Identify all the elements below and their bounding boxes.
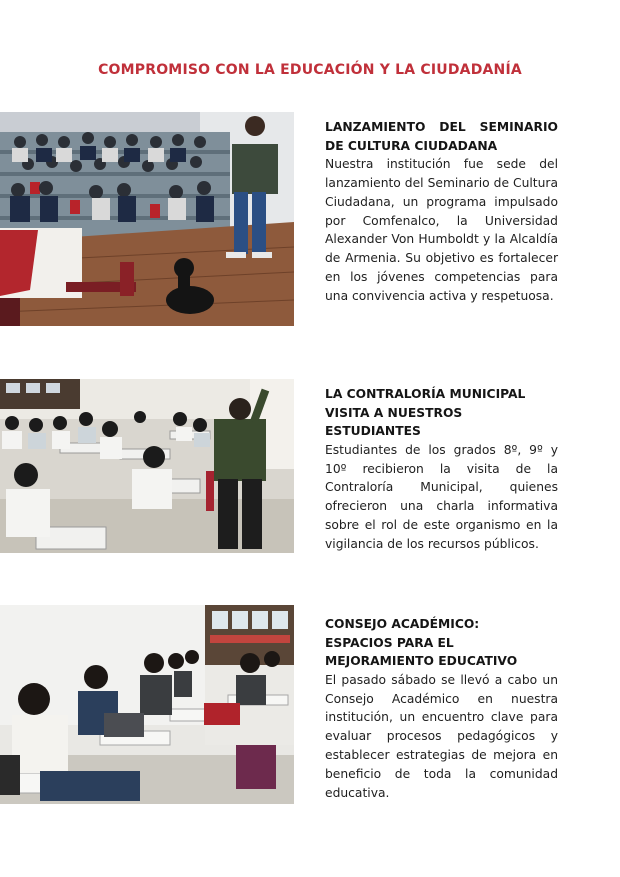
- headline-line: DE CULTURA CIUDADANA: [325, 138, 498, 153]
- article-headline: [325, 615, 558, 671]
- headline-line: ESTUDIANTES: [325, 424, 421, 439]
- headline-line: MEJORAMIENTO EDUCATIVO: [325, 654, 518, 669]
- headline-line: CONSEJO ACADÉMICO:: [325, 617, 480, 631]
- article-headline: [325, 385, 558, 441]
- auditorium-seminar-photo: [0, 112, 294, 326]
- headline-line: VISITA A NUESTROS: [325, 405, 463, 420]
- article-headline: [325, 118, 558, 155]
- classroom-talk-photo: [0, 379, 294, 553]
- article-body: El pasado sábado se llevó a cabo un Consejo Académico en nuestra institución, un encuentro clave para evaluar procesos pedagógicos y establecer estrategias de mejora en beneficio de toda la comunidad educativa.: [325, 672, 558, 800]
- headline-line: LA CONTRALORÍA MUNICIPAL: [325, 387, 526, 401]
- page-title: COMPROMISO CON LA EDUCACIÓN Y LA CIUDADANÍA: [98, 62, 522, 78]
- teachers-meeting-photo: [0, 605, 294, 804]
- headline-line: LANZAMIENTO DEL SEMINARIO: [325, 120, 558, 134]
- article-text: [325, 615, 558, 802]
- article-body: Nuestra institución fue sede del lanzamiento del Seminario de Cultura Ciudadana, un programa impulsado por Comfenalco, la Universidad Alexander Von Humboldt y la Alcaldía de Armenia. Su objetivo es fortalecer en los jóvenes competencias para una convivencia activa y respetuosa.: [325, 157, 558, 303]
- article-text: [325, 385, 558, 554]
- article-body: Estudiantes de los grados 8º, 9º y 10º recibieron la visita de la Contraloría Municipal, quienes ofrecieron una charla informativa sobre el rol de este organismo en la vigilancia de los recursos públicos.: [325, 442, 558, 551]
- article-text: [325, 118, 558, 306]
- headline-line: ESPACIOS PARA EL: [325, 635, 454, 650]
